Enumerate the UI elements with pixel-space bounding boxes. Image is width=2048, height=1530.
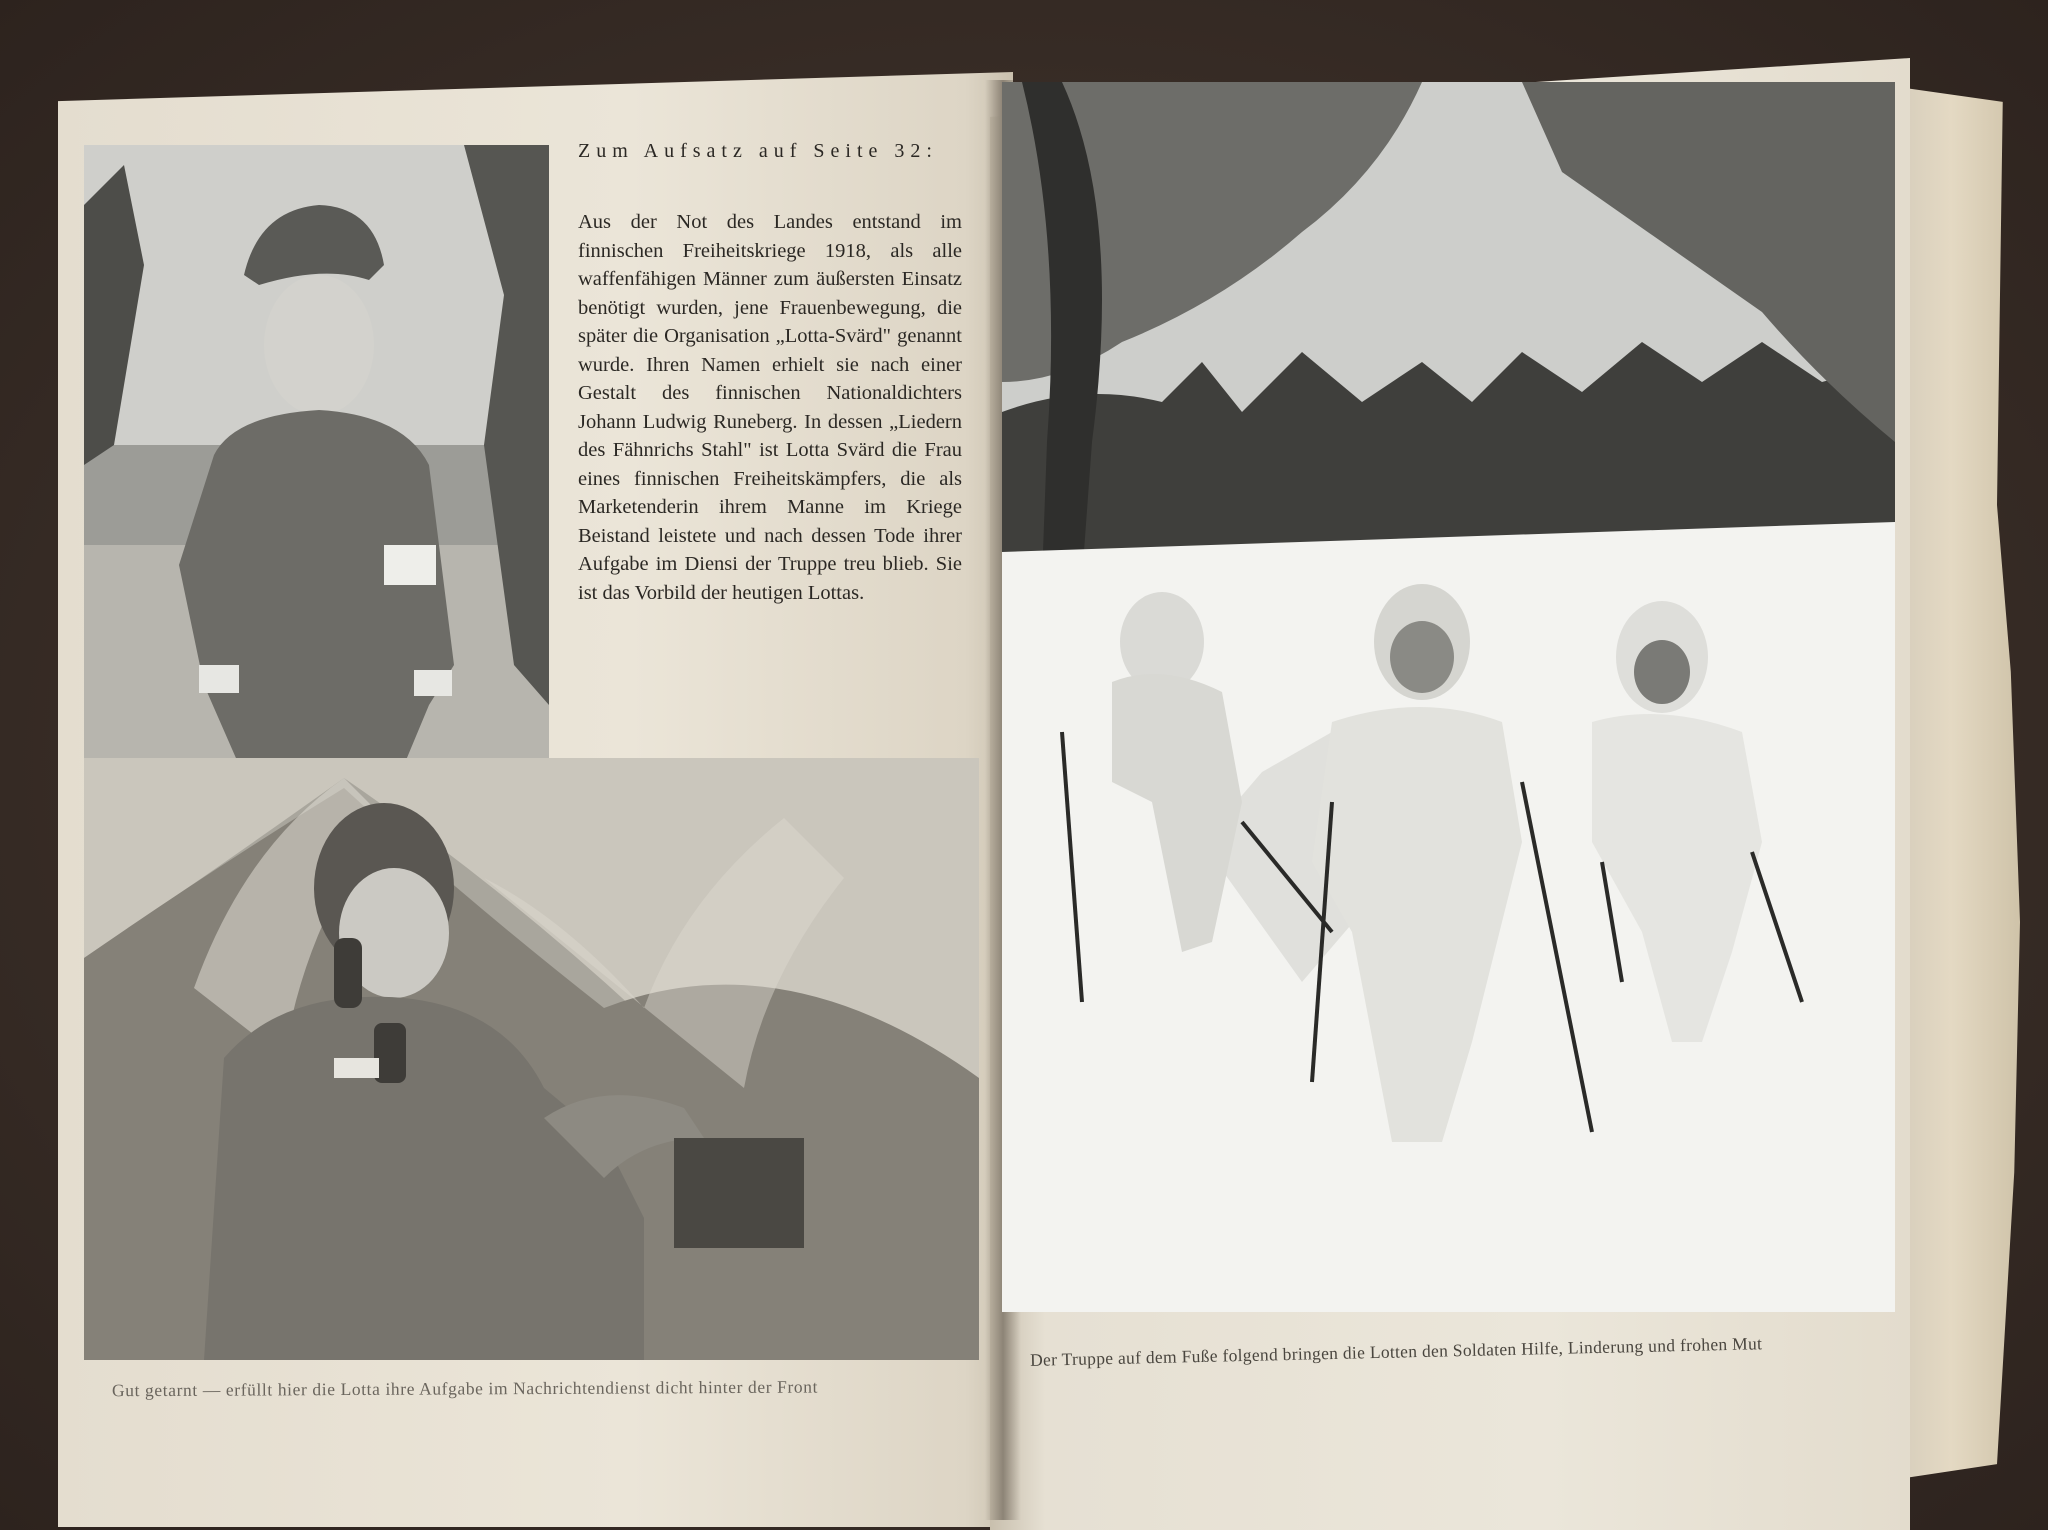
caption-ski-patrol: Der Truppe auf dem Fuße folgend bringen die Lotten den Soldaten Hilfe, Linderung und frohen Mut bbox=[1029, 1333, 1763, 1370]
photo-lotta-field-telephone-illustration bbox=[84, 758, 979, 1360]
photo-lottas-on-skis-illustration bbox=[1002, 82, 1895, 1312]
photo-lotta-field-telephone bbox=[84, 758, 979, 1360]
photo-lottas-on-skis bbox=[1002, 82, 1895, 1312]
article-reference-header: Zum Aufsatz auf Seite 32: bbox=[578, 140, 938, 162]
caption-field-telephone: Gut getarnt — erfüllt hier die Lotta ihre Aufgabe im Nachrichtendienst dicht hinter der Front bbox=[111, 1376, 819, 1401]
photo-lotta-in-uniform bbox=[84, 145, 549, 765]
photo-lotta-in-uniform-illustration bbox=[84, 145, 549, 765]
article-body-text: Aus der Not des Landes entstand im finnischen Freiheitskriege 1918, als alle waffenfähigen Männer zum äußersten Einsatz benötigt wurden, jene Frauenbewegung, die später die Organisation „Lotta-Svärd" genannt wurde. Ihren Namen erhielt sie nach einer Gestalt des finnischen Nationaldichters Johann Ludwig Runeberg. In dessen „Liedern des Fähnrichs Stahl" ist Lotta Svärd die Frau eines finnischen Freiheitskämpfers, die als Marketenderin ihrem Manne im Kriege Beistand leistete und nach dessen Tode ihrer Aufgabe im Diensi der Truppe treu blieb. Sie ist das Vorbild der heutigen Lottas. bbox=[578, 211, 962, 604]
